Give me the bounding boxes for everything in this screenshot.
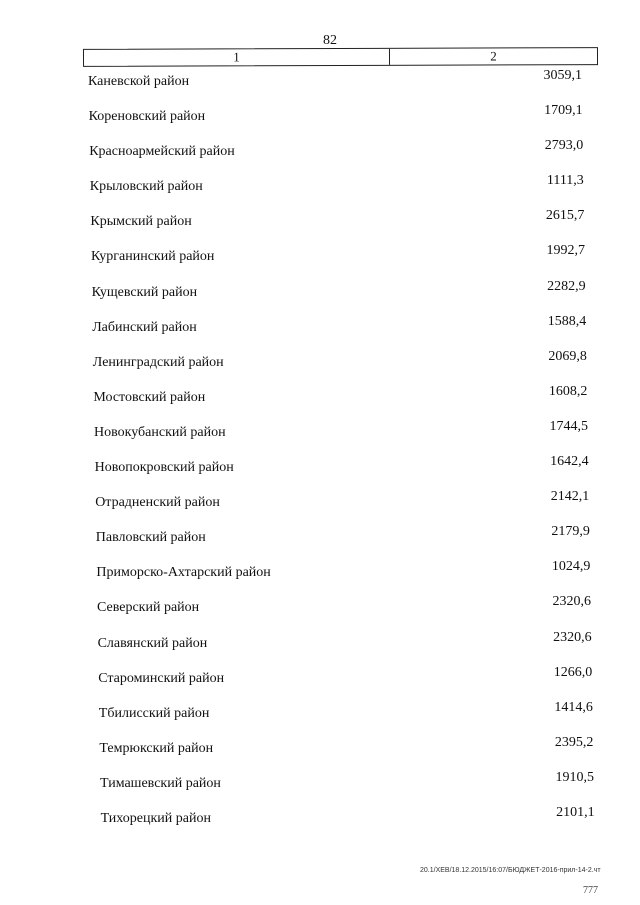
table-row — [0, 769, 640, 807]
district-name: Тихорецкий район — [100, 810, 211, 826]
district-value: 1266,0 — [553, 664, 593, 680]
district-value: 2142,1 — [550, 489, 590, 505]
district-value: 1588,4 — [547, 313, 587, 329]
district-value: 2320,6 — [553, 629, 592, 645]
district-value: 2793,0 — [544, 138, 584, 154]
column-header-1: 1 — [84, 49, 390, 66]
district-name: Тбилисский район — [98, 705, 210, 721]
district-value: 1709,1 — [544, 103, 583, 119]
page-number: 82 — [323, 33, 337, 48]
table-row — [0, 210, 640, 245]
district-name: Новокубанский район — [94, 424, 226, 440]
district-name: Ленинградский район — [92, 354, 224, 370]
district-value: 2069,8 — [548, 348, 587, 364]
district-name: Кущевский район — [91, 284, 198, 300]
column-header-2: 2 — [490, 48, 497, 64]
district-name: Темрюкский район — [99, 740, 214, 756]
district-name: Отрадненский район — [95, 495, 220, 511]
table-row — [0, 526, 640, 561]
district-value: 3059,1 — [543, 68, 582, 83]
district-value: 1744,5 — [549, 418, 588, 434]
table-row — [0, 804, 640, 842]
district-value: 1414,6 — [554, 699, 593, 715]
table-row — [0, 734, 640, 772]
district-value: 2282,9 — [547, 278, 586, 294]
table-row — [0, 418, 640, 456]
district-name: Крымский район — [90, 214, 192, 230]
district-value: 1111,3 — [546, 173, 584, 189]
district-name: Красноармейский район — [89, 144, 235, 160]
table-row — [0, 175, 640, 210]
district-value: 1642,4 — [550, 454, 589, 470]
table-row — [0, 105, 640, 140]
document-footer-code: 20.1/XEB/18.12.2015/16:07/БЮДЖЕТ-2016-прил-14-2.чт — [420, 867, 601, 874]
table-row — [0, 313, 640, 351]
table-row — [0, 629, 640, 667]
table-row — [0, 70, 640, 105]
district-value: 2395,2 — [554, 734, 594, 750]
district-name: Курганинский район — [91, 249, 215, 265]
table-row — [0, 245, 640, 280]
district-name: Лабинский район — [92, 319, 197, 335]
district-value: 2101,1 — [556, 804, 595, 820]
table-row — [0, 140, 640, 175]
table-row — [0, 561, 640, 596]
table-row — [0, 491, 640, 526]
district-name: Славянский район — [97, 635, 208, 651]
district-name: Приморско-Ахтарский район — [96, 565, 271, 581]
table-row — [0, 348, 640, 386]
table-row — [0, 278, 640, 316]
page-stamp-number: 777 — [583, 885, 598, 896]
district-name: Павловский район — [95, 530, 206, 546]
district-value: 1608,2 — [548, 383, 588, 399]
table-row — [0, 456, 640, 491]
district-name: Крыловский район — [89, 179, 203, 195]
district-name: Северский район — [97, 600, 200, 616]
district-name: Каневской район — [88, 74, 190, 89]
table-row — [0, 699, 640, 737]
district-name: Новопокровский район — [94, 460, 234, 476]
table-row — [0, 383, 640, 421]
district-value: 1992,7 — [546, 243, 585, 259]
district-value: 2615,7 — [545, 208, 585, 224]
table-row — [0, 596, 640, 631]
district-name: Староминский район — [98, 670, 225, 686]
district-value: 1910,5 — [555, 769, 594, 785]
district-table-body — [0, 70, 640, 842]
district-value: 2320,6 — [552, 594, 591, 610]
district-value: 2179,9 — [551, 524, 590, 540]
table-header-row — [83, 47, 598, 67]
table-row — [0, 664, 640, 702]
district-name: Тимашевский район — [100, 775, 221, 791]
district-name: Кореновский район — [88, 109, 206, 125]
district-name: Мостовский район — [93, 389, 206, 405]
district-value: 1024,9 — [551, 559, 591, 575]
